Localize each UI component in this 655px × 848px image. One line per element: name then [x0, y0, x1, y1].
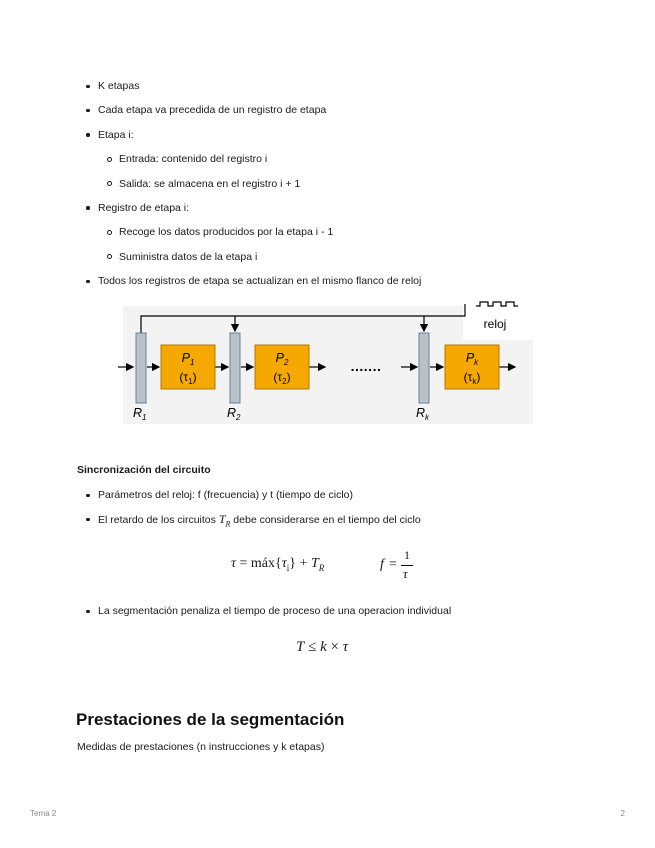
register-r2-label: $R_2$	[227, 406, 241, 422]
register-r1	[136, 333, 146, 403]
list-item: Etapa i: Entrada: contenido del registro i Salida: se almacena en el registro i + 1	[84, 129, 421, 190]
sync-section-title: Sincronización del circuito	[77, 464, 211, 476]
stage-p2-label: $P_2$	[275, 351, 289, 367]
formula-time-bound: T ≤ k × τ	[296, 639, 349, 655]
pipeline-diagram	[118, 300, 538, 430]
formula-tau: $\tau = máx\{\tau_i\} + T_R$	[231, 556, 325, 573]
tr-variable: $T_R$	[218, 512, 231, 529]
sub-list-item: Salida: se almacena en el registro i + 1	[98, 178, 421, 190]
sub-list	[98, 153, 421, 189]
list-item: K etapas	[84, 80, 421, 92]
top-bullet-list	[84, 80, 421, 300]
list-item: El retardo de los circuitos $T_R$ debe considerarse en el tiempo del ciclo	[84, 513, 421, 530]
sub-list	[98, 226, 421, 262]
register-rk-label: $R_k$	[416, 406, 430, 422]
footer-left: Tema 2	[30, 809, 57, 818]
sub-list-item: Suministra datos de la etapa i	[98, 251, 421, 263]
list-item: Parámetros del reloj: f (frecuencia) y t (tiempo de ciclo)	[84, 489, 421, 501]
clock-label: reloj	[483, 317, 507, 331]
register-r1-label: $R_1$	[133, 406, 147, 422]
sub-list-item: Entrada: contenido del registro i	[98, 153, 421, 165]
stage-p1-label: $P_1$	[181, 351, 195, 367]
register-rk	[419, 333, 429, 403]
list-item: La segmentación penaliza el tiempo de proceso de una operacion individual	[84, 605, 451, 617]
ellipsis: .......	[350, 358, 382, 374]
list-item: Cada etapa va precedida de un registro de etapa	[84, 104, 421, 116]
stage-p2-tau: $(\tau_2)$	[273, 370, 291, 386]
stage-pk-tau: $(\tau_k)$	[463, 370, 481, 386]
list-item: Registro de etapa i: Recoge los datos producidos por la etapa i - 1 Suministra datos de la etapa i	[84, 202, 421, 263]
stage-p1-tau: $(\tau_1)$	[179, 370, 197, 386]
sub-list-item: Recoge los datos producidos por la etapa i - 1	[98, 226, 421, 238]
list-item: Todos los registros de etapa se actualizan en el mismo flanco de reloj	[84, 275, 421, 287]
page-number: 2	[620, 809, 625, 818]
formula-frequency: f = 1 τ	[380, 548, 420, 582]
sync-bullet-list	[84, 489, 421, 543]
segmentation-bullet-list	[84, 605, 451, 629]
stage-pk-label: $P_k$	[465, 351, 479, 367]
register-r2	[230, 333, 240, 403]
section-heading: Prestaciones de la segmentación	[76, 710, 345, 729]
section-paragraph: Medidas de prestaciones (n instrucciones y k etapas)	[77, 741, 325, 753]
